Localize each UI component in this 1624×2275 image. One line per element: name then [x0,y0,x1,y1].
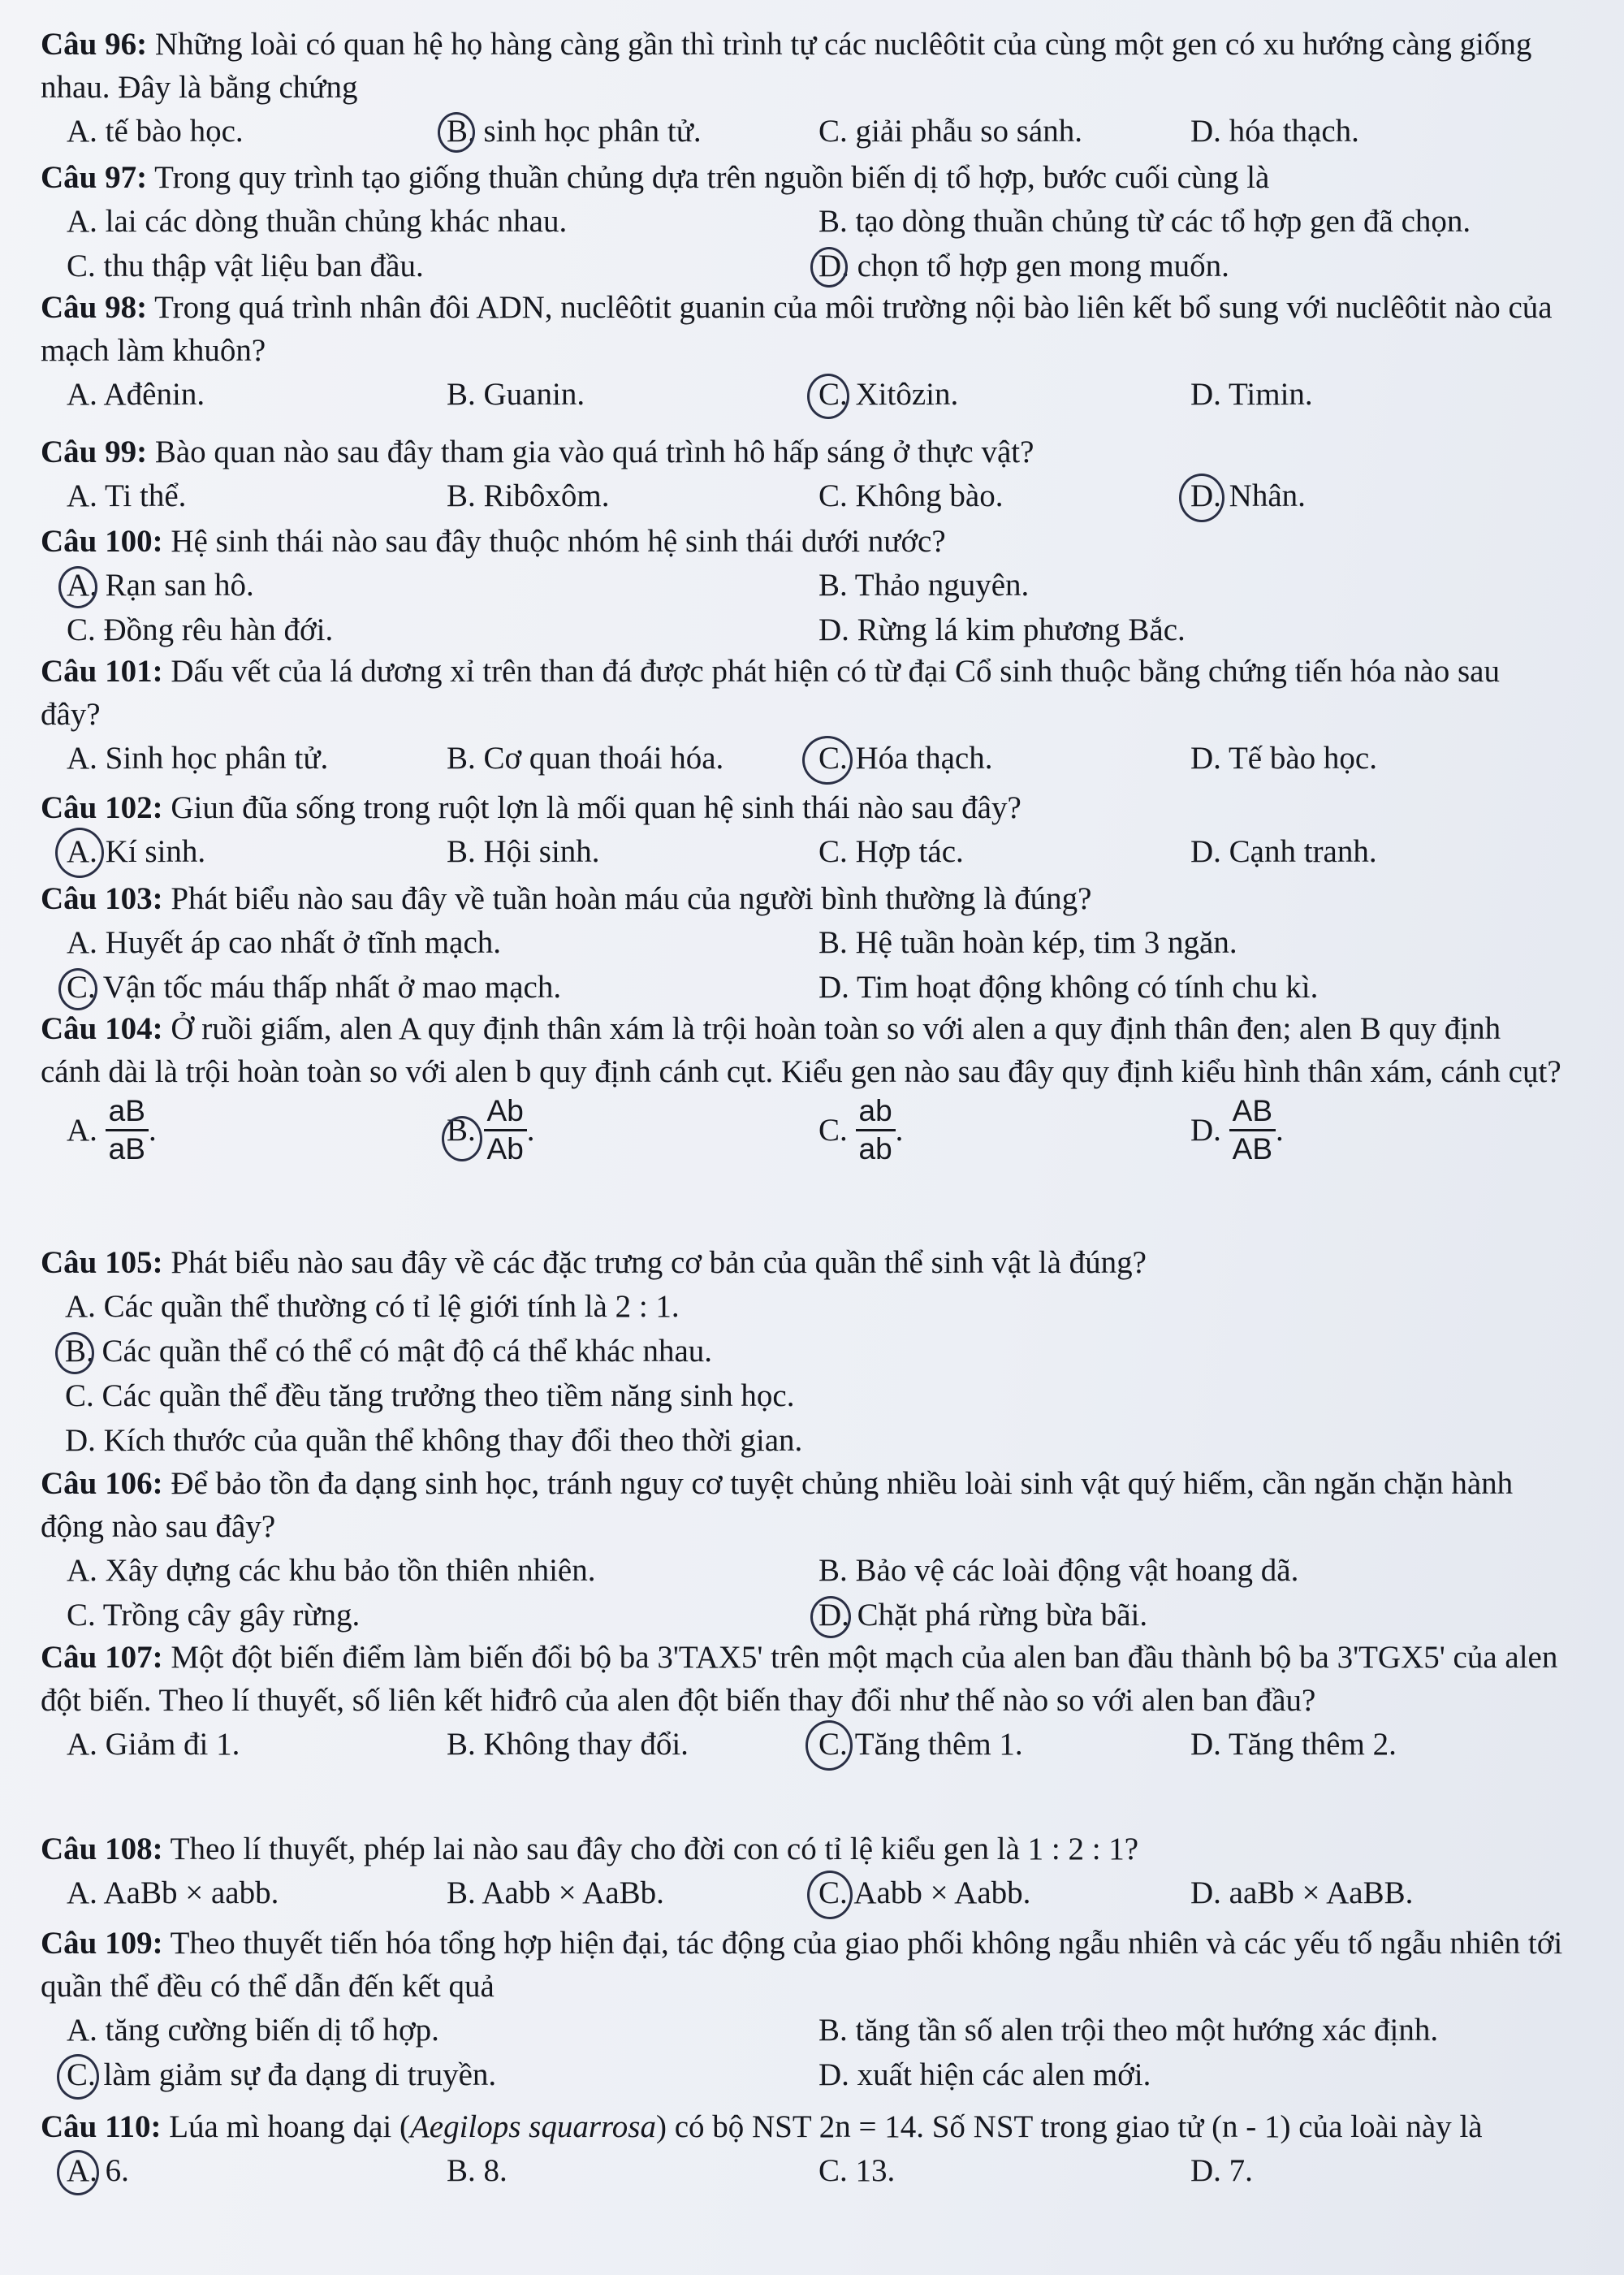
question-96 [41,23,1567,154]
species-name: Aegilops squarrosa [409,2109,656,2144]
option-d[interactable]: D. Tế bào học. [1190,741,1377,776]
option-c[interactable]: C. 13. [818,2153,896,2188]
question-stem: Câu 100: Hệ sinh thái nào sau đây thuộc nhóm hệ sinh thái dưới nước? [41,524,946,559]
question-stem: Câu 106: Để bảo tồn đa dạng sinh học, tránh nguy cơ tuyệt chủng nhiều loài sinh vật quý hiếm, cần ngăn chặn hành động nào sau đây? [41,1466,1514,1544]
option-d[interactable]: D. Nhân. [1190,478,1306,513]
question-105 [41,1241,1567,1463]
options-row [41,1871,1567,1915]
option-d[interactable]: D. 7. [1190,2153,1253,2188]
options-row [41,2008,1567,2052]
option-d[interactable]: D. Cạnh tranh. [1190,834,1377,869]
option-c[interactable]: C. $\frac{ab}{ab}$ . [818,1094,904,1166]
option-a[interactable]: A. Rạn san hô. [67,568,254,603]
options-row [41,920,1567,965]
option-a[interactable]: A. Kí sinh. [67,834,206,869]
question-101 [41,650,1567,781]
options-row [41,563,1567,608]
genotype-fraction: $\frac{AB}{AB}$ [1229,1093,1276,1167]
option-a[interactable]: A. $\frac{aB}{aB}$ . [67,1094,157,1166]
option-b[interactable]: B. Các quần thể có thể có mật độ cá thể khác nhau. [41,1329,1567,1373]
option-b[interactable]: B. Cơ quan thoái hóa. [447,741,724,776]
question-stem: Câu 105: Phát biểu nào sau đây về các đặc trưng cơ bản của quần thể sinh vật là đúng? [41,1245,1147,1280]
option-b[interactable]: B. tạo dòng thuần chủng từ các tổ hợp gen đã chọn. [818,204,1471,239]
question-stem: Câu 109: Theo thuyết tiến hóa tổng hợp hiện đại, tác động của giao phối không ngẫu nhiên và các yếu tố ngẫu nhiên tới quần thể đều có thể dẫn đến kết quả [41,1926,1563,2004]
options-row [41,1722,1567,1767]
options-row [41,109,1567,154]
option-d[interactable]: D. Tăng thêm 2. [1190,1727,1397,1762]
option-c[interactable]: C. Đồng rêu hàn đới. [67,612,334,647]
option-d[interactable]: D. chọn tổ hợp gen mong muốn. [818,249,1229,283]
option-d[interactable]: D. $\frac{AB}{AB}$ . [1190,1094,1284,1166]
options-row [41,372,1567,417]
option-a[interactable]: A. lai các dòng thuần chủng khác nhau. [67,204,568,239]
option-c[interactable]: C. Trồng cây gây rừng. [67,1598,361,1633]
option-b[interactable]: B. $\frac{Ab}{Ab}$ . [447,1094,535,1166]
question-110 [41,2105,1567,2193]
option-b[interactable]: B. Không thay đổi. [447,1727,689,1762]
question-107 [41,1636,1567,1767]
question-stem: Câu 97: Trong quy trình tạo giống thuần chủng dựa trên nguồn biến dị tổ hợp, bước cuối cùng là [41,160,1270,195]
options-row [41,1548,1567,1593]
option-a[interactable]: A. Giảm đi 1. [67,1727,240,1762]
option-a[interactable]: A. Các quần thể thường có tỉ lệ giới tính là 2 : 1. [65,1289,680,1324]
genotype-fraction: $\frac{Ab}{Ab}$ [484,1093,527,1167]
option-d[interactable]: D. Tim hoạt động không có tính chu kì. [818,970,1319,1005]
question-stem: Câu 98: Trong quá trình nhân đôi ADN, nuclêôtit guanin của môi trường nội bào liên kết bổ sung với nuclêôtit nào của mạch làm khuôn? [41,290,1553,368]
option-a[interactable]: A. 6. [67,2153,129,2188]
option-b[interactable]: B. Bảo vệ các loài động vật hoang dã. [818,1553,1299,1588]
option-a[interactable]: A. tăng cường biến dị tổ hợp. [67,2013,439,2048]
option-c[interactable]: C. giải phẫu so sánh. [818,114,1082,149]
question-98 [41,286,1567,417]
question-97 [41,156,1567,288]
options-row [41,199,1567,244]
option-d[interactable]: D. aaBb × AaBB. [1190,1875,1414,1910]
question-stem: Câu 107: Một đột biến điểm làm biến đổi bộ ba 3'TAX5' trên một mạch của alen ban đầu thành bộ ba 3'TGX5' của alen đột biến. Theo lí thuyết, số liên kết hiđrô của alen đột biến thay đổi như thế nào so với alen ban đầu? [41,1640,1558,1718]
options-row [41,1593,1567,1637]
options-row [41,965,1567,1010]
genotype-fraction: $\frac{ab}{ab}$ [856,1093,896,1167]
question-100 [41,520,1567,652]
question-109 [41,1922,1567,2097]
question-stem: Câu 96: Những loài có quan hệ họ hàng càng gần thì trình tự các nuclêôtit của cùng một gen có xu hướng càng giống nhau. Đây là bằng chứng [41,27,1532,105]
question-106 [41,1462,1567,1637]
question-103 [41,877,1567,1010]
question-108 [41,1827,1567,1915]
option-c[interactable]: C. Các quần thể đều tăng trưởng theo tiềm năng sinh học. [65,1378,795,1413]
question-stem: Câu 102: Giun đũa sống trong ruột lợn là mối quan hệ sinh thái nào sau đây? [41,790,1021,825]
option-b[interactable]: B. Hội sinh. [447,834,600,869]
option-c[interactable]: C. làm giảm sự đa dạng di truyền. [67,2057,497,2092]
options-row [41,244,1567,288]
option-c[interactable]: C. thu thập vật liệu ban đầu. [67,249,424,283]
option-a[interactable]: A. tế bào học. [67,114,244,149]
option-c[interactable]: C. Hóa thạch. [818,741,993,776]
option-b[interactable]: B. tăng tần số alen trội theo một hướng xác định. [818,2013,1439,2048]
genotype-fraction: $\frac{aB}{aB}$ [106,1093,149,1167]
option-c[interactable]: C. Aabb × Aabb. [818,1875,1031,1910]
options-row [41,829,1567,874]
question-stem: Câu 108: Theo lí thuyết, phép lai nào sau đây cho đời con có tỉ lệ kiểu gen là 1 : 2 : 1? [41,1832,1139,1866]
question-stem: Câu 101: Dấu vết của lá dương xỉ trên than đá được phát hiện có từ đại Cổ sinh thuộc bằng chứng tiến hóa nào sau đây? [41,654,1500,732]
option-a[interactable]: A. Xây dựng các khu bảo tồn thiên nhiên. [67,1553,596,1588]
question-stem: Câu 103: Phát biểu nào sau đây về tuần hoàn máu của người bình thường là đúng? [41,881,1092,916]
option-b[interactable]: B. Ribôxôm. [447,478,610,513]
question-stem: Câu 110: Lúa mì hoang dại (Aegilops squarrosa) có bộ NST 2n = 14. Số NST trong giao tử (n - 1) của loài này là [41,2109,1483,2144]
option-a[interactable]: A. Sinh học phân tử. [67,741,329,776]
option-d[interactable]: D. Timin. [1190,377,1313,412]
options-row [41,736,1567,781]
question-stem: Câu 99: Bào quan nào sau đây tham gia vào quá trình hô hấp sáng ở thực vật? [41,435,1034,469]
options-row [41,2148,1567,2193]
question-104 [41,1007,1567,1183]
option-c[interactable]: C. Không bào. [818,478,1004,513]
options-row [41,474,1567,518]
option-d[interactable]: D. Rừng lá kim phương Bắc. [818,612,1186,647]
question-99 [41,430,1567,518]
option-a[interactable]: A. Ađênin. [67,377,205,412]
option-d[interactable]: D. Kích thước của quần thể không thay đổi theo thời gian. [65,1423,803,1458]
option-d[interactable]: D. hóa thạch. [1190,114,1359,149]
option-c[interactable]: C. Vận tốc máu thấp nhất ở mao mạch. [67,970,562,1005]
option-c[interactable]: C. Xitôzin. [818,377,959,412]
option-b[interactable]: B. 8. [447,2153,508,2188]
option-b[interactable]: B. Guanin. [447,377,585,412]
option-b[interactable]: B. Hệ tuần hoàn kép, tim 3 ngăn. [818,925,1237,960]
option-c[interactable]: C. Hợp tác. [818,834,964,869]
option-c[interactable]: C. Tăng thêm 1. [818,1727,1023,1762]
question-102 [41,786,1567,874]
option-a[interactable]: A. Ti thể. [67,478,187,513]
fraction-options-row [41,1093,1567,1183]
options-row [41,608,1567,652]
option-d[interactable]: D. xuất hiện các alen mới. [818,2057,1151,2092]
question-stem: Câu 104: Ở ruồi giấm, alen A quy định thân xám là trội hoàn toàn so với alen a quy định thân đen; alen B quy định cánh dài là trội hoàn toàn so với alen b quy định cánh cụt. Kiểu gen nào sau đây quy định kiểu hình thân xám, cánh cụt? [41,1011,1561,1089]
option-b[interactable]: B. Aabb × AaBb. [447,1875,664,1910]
option-a[interactable]: A. AaBb × aabb. [67,1875,279,1910]
option-d[interactable]: D. Chặt phá rừng bừa bãi. [818,1598,1148,1633]
options-row [41,2052,1567,2097]
option-b[interactable]: B. Thảo nguyên. [818,568,1030,603]
option-a[interactable]: A. Huyết áp cao nhất ở tĩnh mạch. [67,925,502,960]
option-b[interactable]: B. sinh học phân tử. [447,114,702,149]
